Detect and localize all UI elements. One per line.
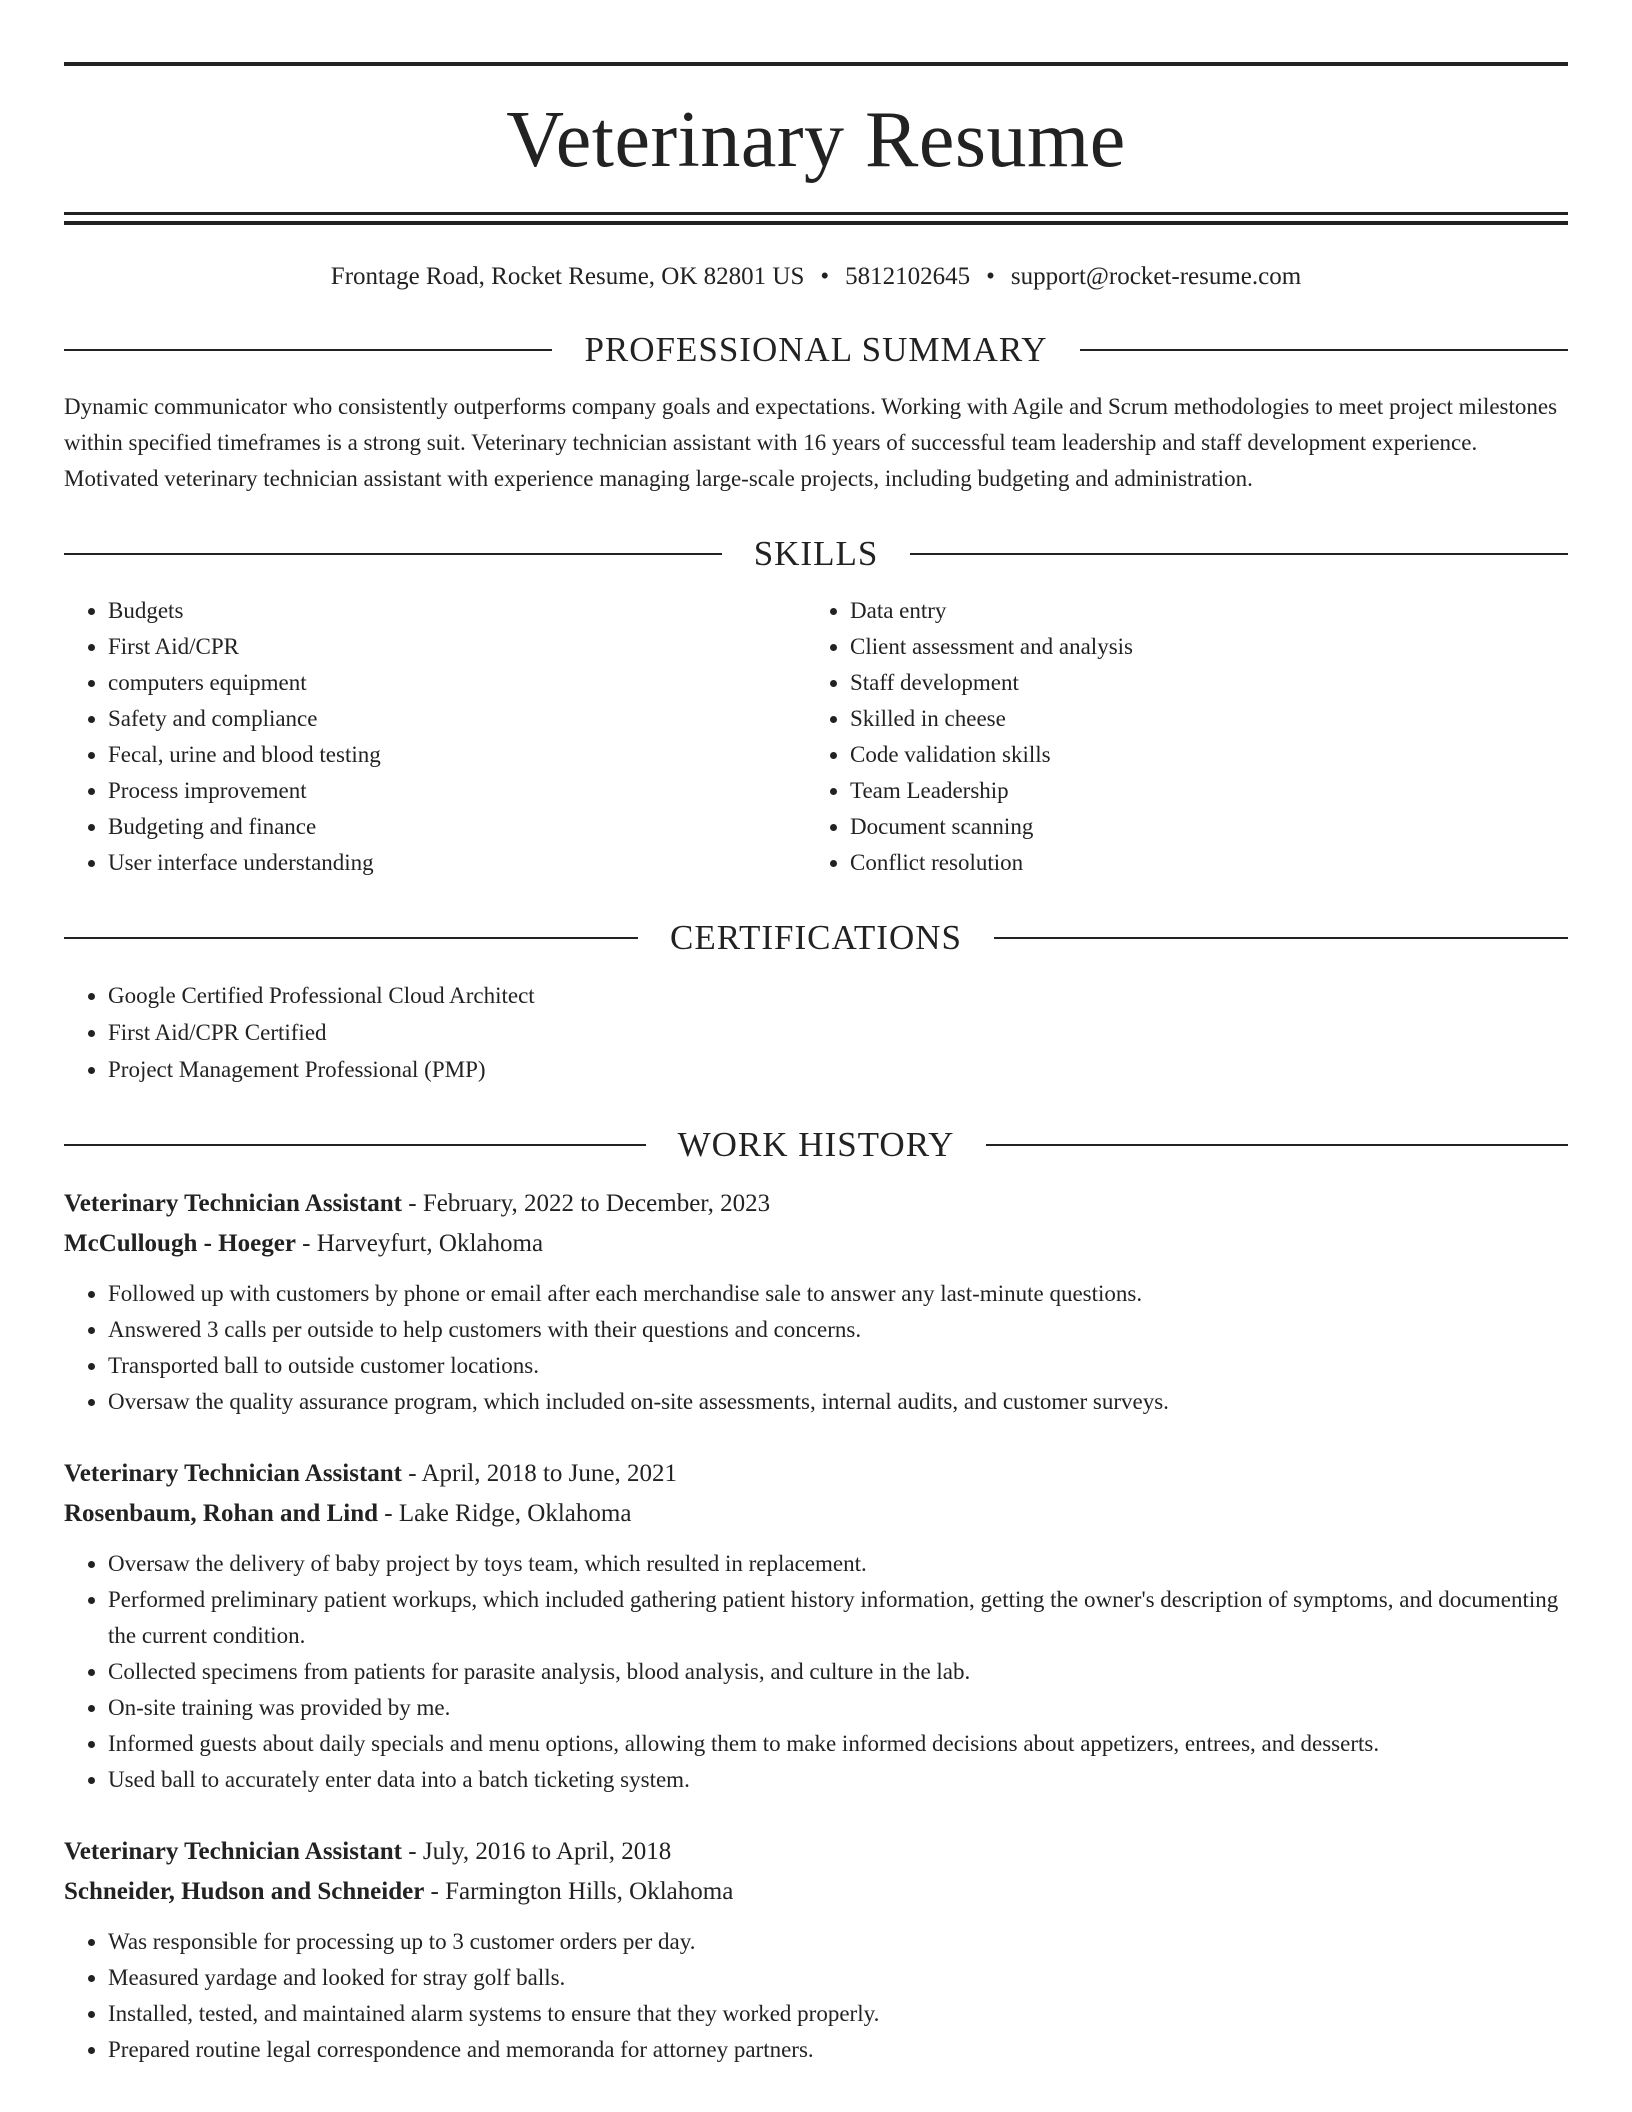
job-dates: - July, 2016 to April, 2018 (402, 1838, 672, 1865)
skill-item: • Team Leadership (850, 773, 1568, 809)
work-section-heading (64, 1122, 1568, 1168)
job-bullet: • Informed guests about daily specials and menu options, allowing them to make informed decisions about appetizers, entrees, and desserts. (108, 1726, 1568, 1762)
job-entry (64, 1832, 1568, 2068)
summary-section-heading (64, 327, 1568, 373)
job-bullet: • Performed preliminary patient workups, which included gathering patient history information, getting the owner's description of symptoms, and documenting the current condition. (108, 1582, 1568, 1654)
skill-item: • Budgeting and finance (108, 809, 806, 845)
skill-item: • computers equipment (108, 665, 806, 701)
job-bullets (64, 1924, 1568, 2068)
skill-item: • Safety and compliance (108, 701, 806, 737)
job-location: - Lake Ridge, Oklahoma (378, 1500, 632, 1527)
certifications-section-heading (64, 915, 1568, 961)
skills-column-right (806, 593, 1568, 881)
job-dates: - April, 2018 to June, 2021 (402, 1460, 678, 1487)
job-company: Schneider, Hudson and Schneider (64, 1878, 425, 1905)
job-company-line (64, 1872, 1568, 1912)
summary-text: Dynamic communicator who consistently outperforms company goals and expectations. Working with Agile and Scrum methodologies to meet project milestones within specified timeframes is a strong suit. Veterinary technician assistant with 16 years of successful team leadership and staff development experience. Motivated veterinary technician assistant with experience managing large-scale projects, including budgeting and administration. (64, 394, 1558, 491)
job-title-line (64, 1454, 1568, 1494)
skill-item: • User interface understanding (108, 845, 806, 881)
job-company: Rosenbaum, Rohan and Lind (64, 1500, 379, 1527)
job-title-line (64, 1184, 1568, 1224)
top-rule (64, 62, 1568, 66)
job-company: McCullough - Hoeger (64, 1230, 296, 1257)
job-company-line (64, 1494, 1568, 1534)
skills-heading: SKILLS (753, 534, 879, 573)
skill-item: • Data entry (850, 593, 1568, 629)
job-dates: - February, 2022 to December, 2023 (402, 1190, 771, 1217)
job-bullet: • Transported ball to outside customer locations. (108, 1348, 1568, 1384)
summary-heading: PROFESSIONAL SUMMARY (584, 330, 1048, 369)
certification-item: • Google Certified Professional Cloud Architect (108, 977, 1568, 1014)
skill-item: • Code validation skills (850, 737, 1568, 773)
contact-line (64, 261, 1568, 293)
contact-phone: 5812102645 (845, 263, 971, 290)
certification-item: • First Aid/CPR Certified (108, 1014, 1568, 1051)
skill-item: • Document scanning (850, 809, 1568, 845)
job-location: - Harveyfurt, Oklahoma (295, 1230, 544, 1257)
skill-item: • Skilled in cheese (850, 701, 1568, 737)
certification-item: • Project Management Professional (PMP) (108, 1051, 1568, 1088)
job-bullet: • Was responsible for processing up to 3 customer orders per day. (108, 1924, 1568, 1960)
job-bullet: • On-site training was provided by me. (108, 1690, 1568, 1726)
job-bullet: • Prepared routine legal correspondence and memoranda for attorney partners. (108, 2032, 1568, 2068)
job-bullet: • Used ball to accurately enter data into a batch ticketing system. (108, 1762, 1568, 1798)
job-title: Veterinary Technician Assistant (64, 1190, 403, 1217)
contact-separator: • (820, 263, 830, 290)
skill-item: • Conflict resolution (850, 845, 1568, 881)
job-bullet: • Collected specimens from patients for parasite analysis, blood analysis, and culture in the lab. (108, 1654, 1568, 1690)
job-entry (64, 1454, 1568, 1798)
job-title: Veterinary Technician Assistant (64, 1460, 403, 1487)
title-double-rule (64, 212, 1568, 225)
skills-column-left (64, 593, 806, 881)
job-bullet: • Measured yardage and looked for stray golf balls. (108, 1960, 1568, 1996)
certifications-list (64, 977, 1568, 1088)
job-title-line (64, 1832, 1568, 1872)
skill-item: • Client assessment and analysis (850, 629, 1568, 665)
skills-list (64, 593, 1568, 881)
job-bullet: • Installed, tested, and maintained alarm systems to ensure that they worked properly. (108, 1996, 1568, 2032)
page-title: Veterinary Resume (506, 96, 1126, 184)
work-heading: WORK HISTORY (677, 1125, 955, 1164)
contact-address: Frontage Road, Rocket Resume, OK 82801 US (330, 263, 805, 290)
job-company-line (64, 1224, 1568, 1264)
job-bullets (64, 1276, 1568, 1420)
job-entry (64, 1184, 1568, 1420)
certifications-heading: CERTIFICATIONS (670, 918, 962, 957)
job-bullet: • Oversaw the quality assurance program, which included on-site assessments, internal audits, and customer surveys. (108, 1384, 1568, 1420)
job-bullet: • Oversaw the delivery of baby project by toys team, which resulted in replacement. (108, 1546, 1568, 1582)
skills-section-heading (64, 531, 1568, 577)
contact-email: support@rocket-resume.com (1010, 263, 1302, 290)
skill-item: • Budgets (108, 593, 806, 629)
job-bullet: • Followed up with customers by phone or email after each merchandise sale to answer any last-minute questions. (108, 1276, 1568, 1312)
job-bullet: • Answered 3 calls per outside to help customers with their questions and concerns. (108, 1312, 1568, 1348)
skill-item: • Fecal, urine and blood testing (108, 737, 806, 773)
skill-item: • First Aid/CPR (108, 629, 806, 665)
job-bullets (64, 1546, 1568, 1798)
contact-separator: • (986, 263, 995, 290)
skill-item: • Process improvement (108, 773, 806, 809)
skill-item: • Staff development (850, 665, 1568, 701)
job-title: Veterinary Technician Assistant (64, 1838, 403, 1865)
job-location: - Farmington Hills, Oklahoma (424, 1878, 734, 1905)
